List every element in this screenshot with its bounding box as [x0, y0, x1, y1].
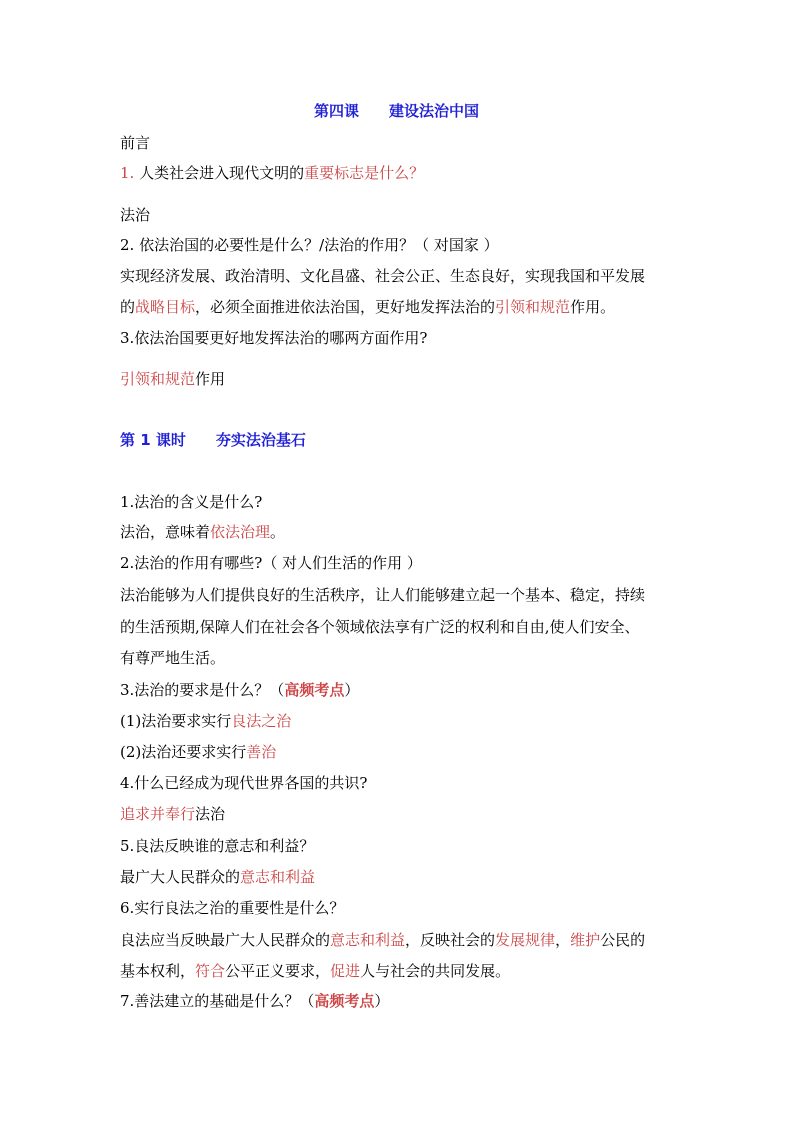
answer-text: 公民的 [600, 931, 646, 949]
question-4: 4.什么已经成为现代世界各国的共识? [120, 774, 368, 792]
question-number: 1. [120, 164, 135, 182]
question-2: 2.法治的作用有哪些?（ 对人们生活的作用 ） [120, 554, 422, 572]
answer-text: 基本权利， [120, 962, 196, 980]
question-text: 3.法治的要求是什么？（ [120, 681, 285, 699]
answer-text: (2)法治还要求实行 [120, 743, 247, 761]
question-6: 6.实行良法之治的重要性是什么？ [120, 899, 345, 917]
highlight-text: 发展规律 [495, 931, 556, 949]
highlight-text: 战略目标 [135, 298, 196, 316]
preface-question-2: 2. 依法治国的必要性是什么？/法治的作用？（ 对国家 ） [120, 236, 499, 254]
answer-text: 法治，意味着 [120, 523, 211, 541]
answer-2-line-2: 的生活预期,保障人们在社会各个领域依法享有广泛的权利和自由,使人们安全、 [120, 618, 640, 636]
exam-tag: 高频考点 [284, 681, 345, 699]
preface-answer-3 [120, 369, 225, 389]
answer-text: 作用 [195, 370, 226, 388]
answer-text: 法治 [195, 805, 226, 823]
highlight-text: 良法之治 [231, 712, 292, 730]
highlight-text: 重要标志是什么？ [304, 164, 425, 182]
answer-3a [120, 711, 291, 731]
answer-text: (1)法治要求实行 [120, 712, 232, 730]
preface-question-3: 3.依法治国要更好地发挥法治的哪两方面作用? [120, 329, 428, 347]
exam-tag: 高频考点 [314, 992, 375, 1010]
question-7 [120, 991, 389, 1011]
highlight-text: 符合 [195, 962, 226, 980]
preface-answer-2-line-1: 实现经济发展、政治清明、文化昌盛、社会公正、生态良好，实现我国和平发展 [120, 267, 646, 285]
highlight-text: 追求并奉行 [120, 805, 196, 823]
preface-answer-1: 法治 [120, 206, 151, 224]
section-heading: 第 1 课时 夯实法治基石 [120, 431, 306, 449]
preface-question-1 [120, 163, 424, 183]
highlight-text: 善治 [246, 743, 277, 761]
answer-1 [120, 522, 285, 542]
question-3 [120, 680, 359, 700]
answer-text: 良法应当反映最广大人民群众的 [120, 931, 331, 949]
page-title: 第四课 建设法治中国 [313, 102, 479, 120]
question-text: ） [374, 992, 390, 1010]
highlight-text: 引领和规范 [495, 298, 571, 316]
highlight-text: 意志和利益 [240, 868, 316, 886]
answer-text: 人与社会的共同发展。 [360, 962, 511, 980]
preface-label: 前言 [120, 134, 151, 152]
answer-2-line-1: 法治能够为人们提供良好的生活秩序，让人们能够建立起一个基本、稳定，持续 [120, 586, 646, 604]
answer-6-line-1 [120, 930, 645, 950]
highlight-text: 依法治理 [210, 523, 271, 541]
answer-text: 作用。 [570, 298, 616, 316]
question-text: ） [344, 681, 360, 699]
question-text: 7.善法建立的基础是什么？（ [120, 992, 315, 1010]
answer-text: ，反映社会的 [405, 931, 496, 949]
preface-answer-2-line-2 [120, 297, 615, 317]
answer-text: 公平正义要求， [225, 962, 331, 980]
answer-2-line-3: 有尊严地生活。 [120, 649, 226, 667]
highlight-text: 意志和利益 [330, 931, 406, 949]
answer-3b [120, 742, 276, 762]
answer-text: 。 [270, 523, 286, 541]
answer-text: 的 [120, 298, 136, 316]
highlight-text: 促进 [330, 962, 361, 980]
question-text: 人类社会进入现代文明的 [134, 164, 305, 182]
highlight-text: 引领和规范 [120, 370, 196, 388]
question-5: 5.良法反映谁的意志和利益？ [120, 837, 315, 855]
answer-text: ，必须全面推进依法治国，更好地发挥法治的 [195, 298, 496, 316]
answer-6-line-2 [120, 961, 510, 981]
answer-text: ， [555, 931, 571, 949]
question-1: 1.法治的含义是什么? [120, 493, 263, 511]
answer-5 [120, 867, 315, 887]
answer-text: 最广大人民群众的 [120, 868, 241, 886]
highlight-text: 维护 [570, 931, 601, 949]
answer-4 [120, 804, 225, 824]
